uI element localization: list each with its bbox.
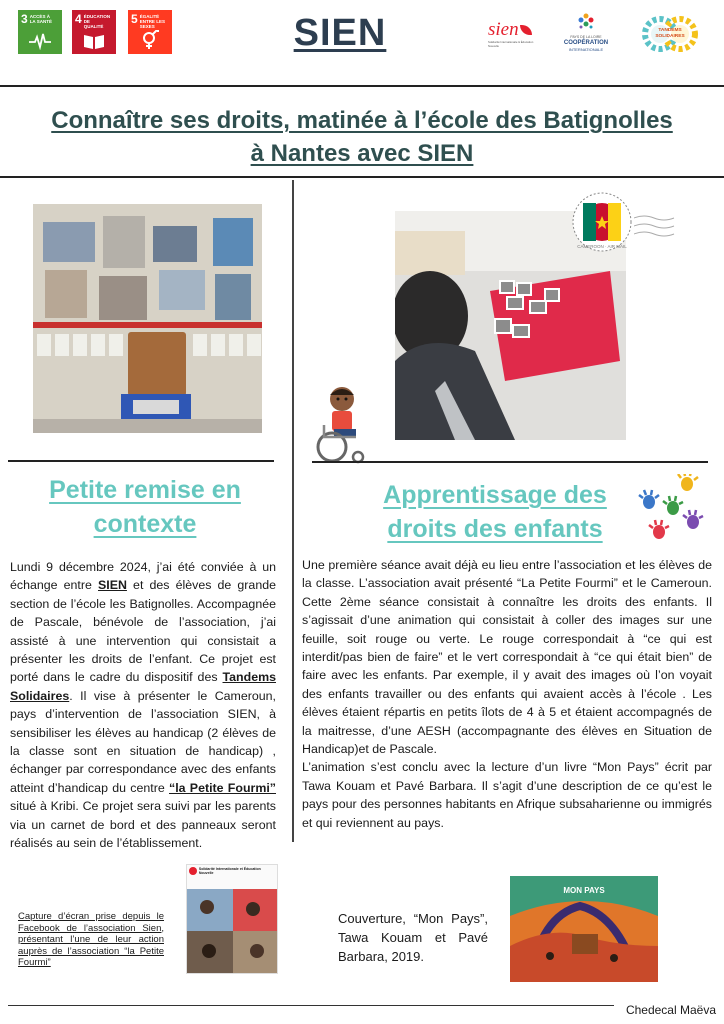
context-paragraph: Lundi 9 décembre 2024, j’ai été conviée à un échange entre SIEN et des élèves de grande section de l’école les Batignolles. Accompagnée de Pascale, bénévole de l’association, j’ai assisté à une intervention qui consistait a présenter les droits de l’enfant. Ce projet est porté dans le cadre du dispositif des Tandems Solidaires. Il vise à présenter le Cameroun, pays d’intervention de l’association SIEN, à sensibiliser les élèves au handicap (2 élèves de la classe sont en situation de handicap) , échanger par correspondance avec des enfants atteint d’handicap du centre “la Petite Fourmi” situé à Kribi. Ce projet sera suivi par les parents via un carnet de bord et des panneaux seront réalisés au sein de l’établissement. xyxy=(10,560,276,851)
title-divider xyxy=(0,176,724,178)
section-title-context: Petite remise en contexte xyxy=(49,476,241,538)
footer-rule xyxy=(8,1005,614,1006)
book-cover-mon-pays: MON PAYS xyxy=(510,876,658,982)
rights-paragraph-1: Une première séance avait déjà eu lieu entre l’association et les élèves de la classe. L’association avait présenté “La Petite Fourmi” et le Cameroun. Cette 2ème séance consistait à connaître les droits des enfants. Il s’agissait d’une animation qui consistait à coller des images sur une feuille, soit rouge ou verte. Le rouge correspondait à “ce qui est interdit/pas bien de faire” et le vert correspondait à “ce qui était bien” de faire avec les enfants. Par exemple, il y avait des images où l’on voyait des enfants travailler ou des enfants qui avaient accès à l’école . Les élèves étaient répartis en petits îlots de 4 à 5 et étaient accompagnés de la maitresse, d’une AESH (accompagnante des élèves en Situation de Handicap)et de Pascale. xyxy=(302,558,712,757)
colorful-hands-illustration xyxy=(635,474,705,546)
pays-de-la-loire-logo: PAYS DE LA LOIRE COOPÉRATION INTERNATIONALE xyxy=(558,12,614,52)
tandems-solidaires-link[interactable]: Tandems Solidaires xyxy=(10,670,276,703)
rights-paragraph xyxy=(302,556,712,832)
dots-emblem-icon xyxy=(575,12,597,30)
petite-fourmi-link[interactable]: “la Petite Fourmi” xyxy=(169,780,276,795)
header-divider xyxy=(0,85,724,87)
facebook-caption: Capture d’écran prise depuis le Facebook de l’association Sien, présentant l’une de leur action auprès de l’association “la Petite Fourmi” xyxy=(18,911,164,968)
rights-paragraph-2: L’animation s’est conclu avec la lecture d’un livre “Mon Pays” écrit par Tawa Kouam et Pavé Barbara. Il s’agit d’une description de ce qu’est le pays pour des personnes habitants en Afrique subsaharienne ou immigrés et qui reviennent au pays. xyxy=(302,760,712,830)
right-section-rule xyxy=(312,461,708,463)
sdg-4-badge: 4 ÉDUCATION DE QUALITÉ xyxy=(72,10,116,54)
cameroon-stamp: CAMEROON · AIR MAIL xyxy=(570,190,634,254)
sien-logo: sien Solidarité Internationale & Éducation Nouvelle xyxy=(488,19,534,48)
book-caption: Couverture, “Mon Pays”, Tawa Kouam et Pavé Barbara, 2019. xyxy=(338,911,488,964)
site-logo: SIEN xyxy=(293,12,387,54)
sien-link[interactable]: SIEN xyxy=(98,578,127,593)
column-divider xyxy=(292,180,294,842)
tandems-solidaires-logo: TANDEMS SOLIDAIRES xyxy=(640,12,700,56)
author-credit: Chedecal Maëva xyxy=(625,1003,716,1017)
sdg-5-badge: 5 ÉGALITÉ ENTRE LES SEXES xyxy=(128,10,172,54)
postmark-lines-icon xyxy=(634,212,680,242)
sdg-3-badge: 3 ACCÈS À LA SANTÉ xyxy=(18,10,62,54)
fb-avatar xyxy=(189,867,197,875)
facebook-screenshot: Solidarité Internationale et Éducation Nouvelle xyxy=(186,864,278,974)
classroom-wall-photo xyxy=(33,204,262,433)
article-title: Connaître ses droits, matinée à l’école des Batignolles à Nantes avec SIEN xyxy=(51,107,673,167)
left-section-rule xyxy=(8,460,274,462)
wheelchair-child-illustration xyxy=(312,385,370,465)
section-title-rights: Apprentissage des droits des enfants xyxy=(383,481,607,543)
